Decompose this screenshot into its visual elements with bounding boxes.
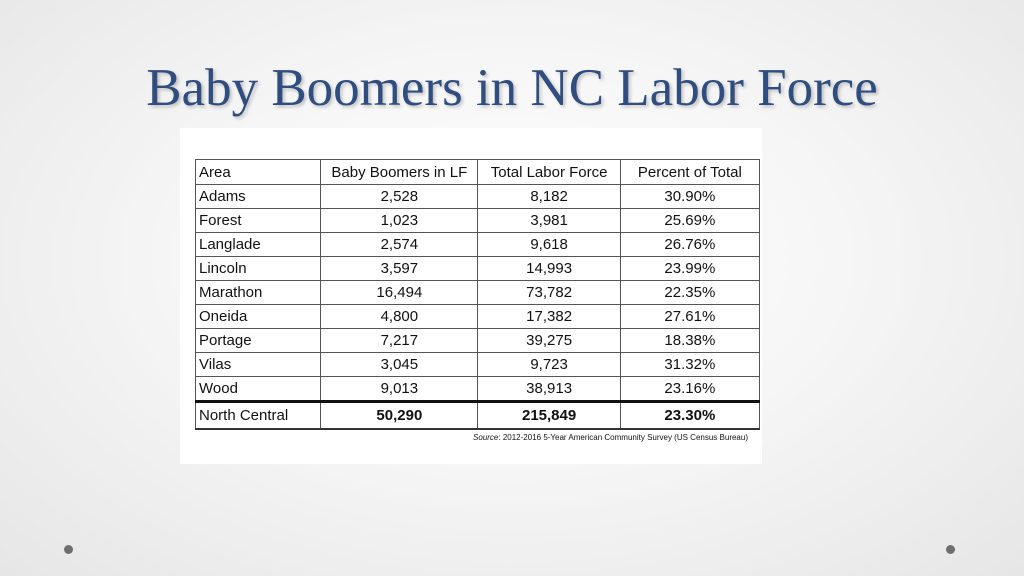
cell-total-labor-force: 17,382 [478,305,620,329]
cell-percent: 31.32% [620,353,759,377]
cell-total-labor-force: 39,275 [478,329,620,353]
cell-total-labor-force: 8,182 [478,185,620,209]
labor-force-table [195,159,760,430]
cell-baby-boomers: 4,800 [321,305,478,329]
cell-percent: 25.69% [620,209,759,233]
cell-percent: 22.35% [620,281,759,305]
table-row [196,233,760,257]
cell-baby-boomers: 3,597 [321,257,478,281]
total-area: North Central [196,402,321,430]
cell-area: Adams [196,185,321,209]
cell-percent: 27.61% [620,305,759,329]
cell-area: Marathon [196,281,321,305]
cell-percent: 26.76% [620,233,759,257]
cell-baby-boomers: 1,023 [321,209,478,233]
table-row [196,353,760,377]
cell-total-labor-force: 14,993 [478,257,620,281]
cell-area: Lincoln [196,257,321,281]
table-row [196,185,760,209]
table-row [196,209,760,233]
cell-total-labor-force: 3,981 [478,209,620,233]
cell-total-labor-force: 9,618 [478,233,620,257]
table-row [196,377,760,402]
decorative-dot-right [946,545,955,554]
cell-area: Wood [196,377,321,402]
cell-baby-boomers: 2,574 [321,233,478,257]
total-labor-force: 215,849 [478,402,620,430]
cell-total-labor-force: 38,913 [478,377,620,402]
slide-title: Baby Boomers in NC Labor Force [146,59,878,117]
cell-baby-boomers: 3,045 [321,353,478,377]
table-header-row [196,160,760,185]
cell-total-labor-force: 73,782 [478,281,620,305]
table-image [180,128,762,464]
cell-percent: 23.16% [620,377,759,402]
cell-baby-boomers: 16,494 [321,281,478,305]
cell-area: Oneida [196,305,321,329]
cell-percent: 23.99% [620,257,759,281]
header-total-labor-force: Total Labor Force [478,160,620,185]
header-percent-of-total: Percent of Total [620,160,759,185]
header-baby-boomers: Baby Boomers in LF [321,160,478,185]
cell-area: Forest [196,209,321,233]
table-row [196,329,760,353]
total-baby-boomers: 50,290 [321,402,478,430]
cell-area: Portage [196,329,321,353]
table-row [196,305,760,329]
cell-baby-boomers: 9,013 [321,377,478,402]
header-area: Area [196,160,321,185]
cell-percent: 18.38% [620,329,759,353]
source-text: : 2012-2016 5-Year American Community Survey (US Census Bureau) [498,433,748,442]
cell-area: Langlade [196,233,321,257]
cell-baby-boomers: 2,528 [321,185,478,209]
table-total-row [196,402,760,430]
table-row [196,281,760,305]
cell-percent: 30.90% [620,185,759,209]
table-row [196,257,760,281]
caption-clip-mask [180,128,762,140]
decorative-dot-left [64,545,73,554]
cell-baby-boomers: 7,217 [321,329,478,353]
total-percent: 23.30% [620,402,759,430]
cell-total-labor-force: 9,723 [478,353,620,377]
source-note [473,433,748,442]
source-label: Source [473,433,499,442]
cell-area: Vilas [196,353,321,377]
